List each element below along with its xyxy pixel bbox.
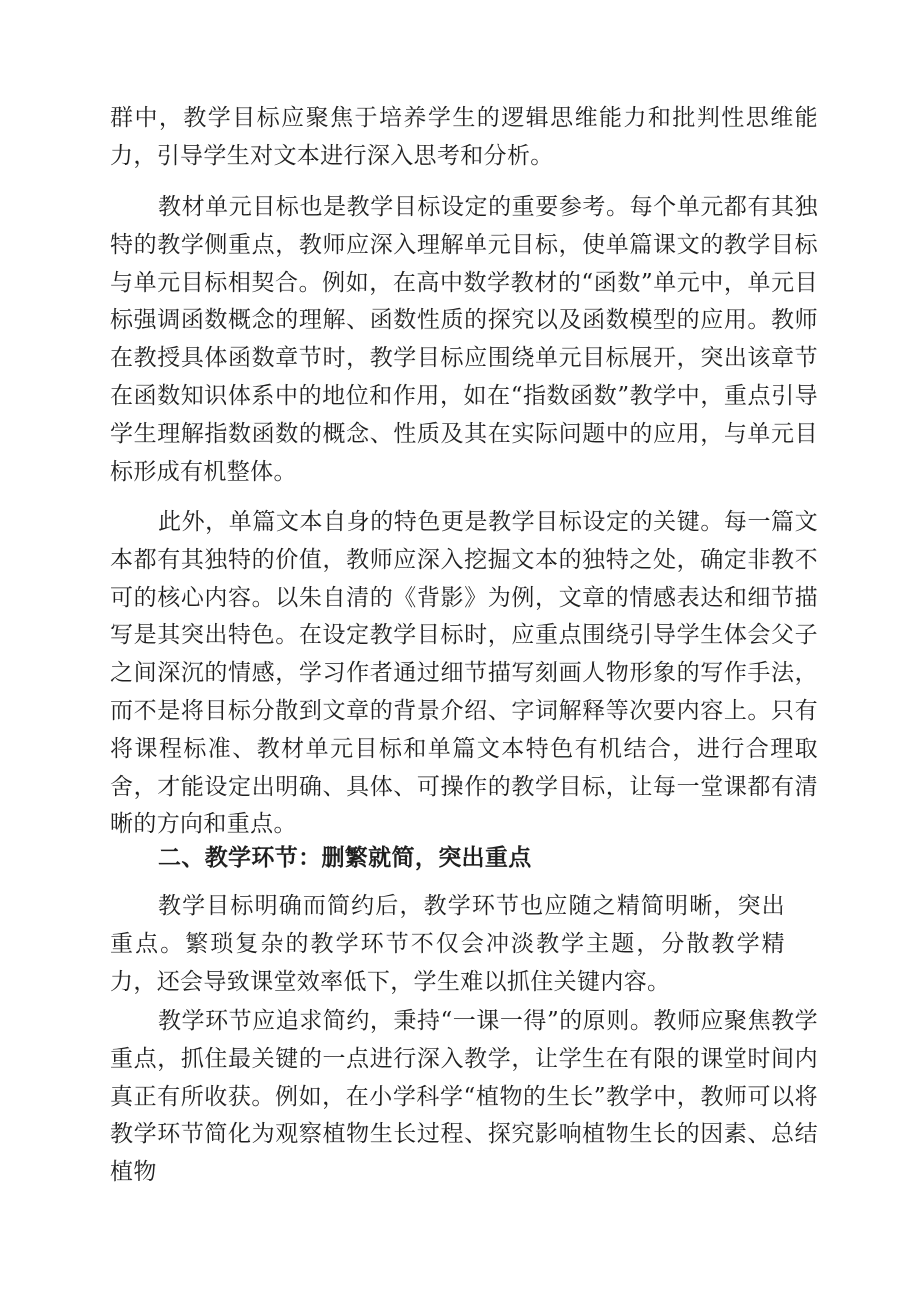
paragraph-intro-continuation: 群中，教学目标应聚焦于培养学生的逻辑思维能力和批判性思维能力，引导学生对文本进行深入思考和分析。	[110, 105, 818, 169]
paragraph-section-two-intro: 教学目标明确而简约后，教学环节也应随之精简明晰，突出重点。繁琐复杂的教学环节不仅会冲淡教学主题，分散教学精力，还会导致课堂效率低下，学生难以抓住关键内容。	[110, 893, 785, 995]
paragraph-one-lesson-one-gain: 教学环节应追求简约，秉持“一课一得”的原则。教师应聚焦教学重点，抓住最关键的一点进行深入教学，让学生在有限的课堂时间内真正有所收获。例如，在小学科学“植物的生长”教学中，教师可以将教学环节简化为观察植物生长过程、探究影响植物生长的因素、总结植物	[110, 1008, 818, 1186]
section-heading-teaching-steps: 二、教学环节：删繁就简，突出重点	[158, 844, 532, 871]
paragraph-text-features: 此外，单篇文本自身的特色更是教学目标设定的关键。每一篇文本都有其独特的价值，教师应深入挖掘文本的独特之处，确定非教不可的核心内容。以朱自清的《背影》为例，文章的情感表达和细节描写是其突出特色。在设定教学目标时，应重点围绕引导学生体会父子之间深沉的情感，学习作者通过细节描写刻画人物形象的写作手法，而不是将目标分散到文章的背景介绍、字词解释等次要内容上。只有将课程标准、教材单元目标和单篇文本特色有机结合，进行合理取舍，才能设定出明确、具体、可操作的教学目标，让每一堂课都有清晰的方向和重点。	[110, 509, 818, 838]
paragraph-unit-goals: 教材单元目标也是教学目标设定的重要参考。每个单元都有其独特的教学侧重点，教师应深入理解单元目标，使单篇课文的教学目标与单元目标相契合。例如，在高中数学教材的“函数”单元中，单元目标强调函数概念的理解、函数性质的探究以及函数模型的应用。教师在教授具体函数章节时，教学目标应围绕单元目标展开，突出该章节在函数知识体系中的地位和作用，如在“指数函数”教学中，重点引导学生理解指数函数的概念、性质及其在实际问题中的应用，与单元目标形成有机整体。	[110, 194, 818, 485]
